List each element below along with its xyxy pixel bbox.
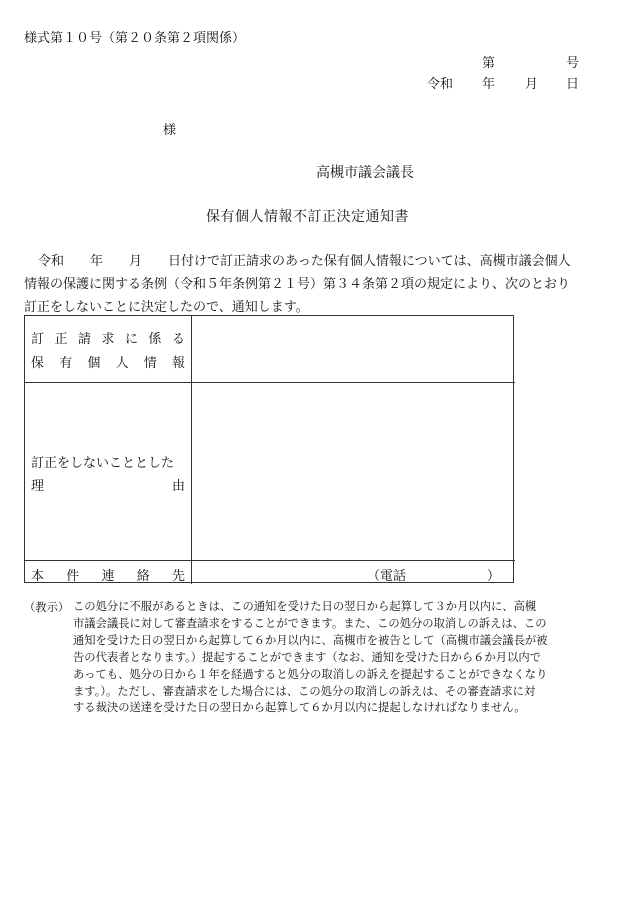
- row2-label-line1: 訂正をしないこととした: [31, 456, 175, 471]
- date-era: 令和: [427, 77, 454, 92]
- notes-line: 告の代表者となります。）提起することができます（なお、通知を受けた日から６か月以内で: [73, 650, 541, 664]
- label-char: 人: [115, 356, 129, 371]
- date-day: 日: [566, 77, 580, 92]
- label-char: 絡: [136, 569, 150, 584]
- label-char: 連: [101, 569, 115, 584]
- notes-body: [73, 599, 589, 717]
- row1-label-line1: [31, 328, 185, 347]
- notes-line: 通知を受けた日の翌日から起算して６か月以内に、高槻市を被告として（高槻市議会議長が被: [73, 633, 548, 647]
- label-char: に: [124, 332, 138, 347]
- label-char: 訂: [31, 332, 45, 347]
- form-number: 様式第１０号（第２０条第２項関係）: [24, 31, 246, 46]
- document-title: 保有個人情報不訂正決定通知書: [206, 209, 409, 225]
- notes-line: する裁決の送達を受けた日の翌日から起算して６か月以内に提起しなければなりません。: [73, 701, 526, 715]
- label-char: 保: [31, 356, 45, 371]
- sender-name: 高槻市議会議長: [316, 165, 414, 181]
- label-char: 情: [143, 356, 157, 371]
- label-char: 請: [77, 332, 91, 347]
- label-char: 本: [31, 569, 45, 584]
- notes-label: （教示）: [24, 601, 70, 614]
- body-line-3: 訂正をしないことに決定したので、通知します。: [24, 300, 309, 315]
- label-char: 件: [66, 569, 80, 584]
- phone-close-paren: ）: [487, 569, 501, 584]
- label-char: 先: [171, 569, 185, 584]
- row1-label-line2: [31, 352, 185, 371]
- notes-line: あっても、処分の日から１年を経過すると処分の取消しの訴えを提起することができなくなり: [73, 667, 548, 681]
- table-row-divider: [25, 560, 515, 561]
- row2-label-line2: [31, 475, 185, 494]
- info-table: [24, 315, 514, 583]
- body-line-1: 令和 年 月 日付けで訂正請求のあった保有個人情報については、高槻市議会個人: [38, 254, 571, 269]
- label-char: 個: [87, 356, 101, 371]
- date-month: 月: [525, 77, 539, 92]
- notes-line: ます。）。ただし、審査請求をした場合には、この処分の取消しの訴えは、その審査請求に対: [73, 684, 536, 698]
- body-line-2: 情報の保護に関する条例（令和５年条例第２１号）第３４条第２項の規定により、次のとおり: [24, 277, 571, 292]
- label-char: る: [171, 332, 185, 347]
- table-row-divider: [25, 382, 515, 383]
- label-char: 求: [101, 332, 115, 347]
- label-char: 係: [148, 332, 162, 347]
- notes-line: この処分に不服があるときは、この通知を受けた日の翌日から起算して３か月以内に、高槻: [73, 600, 537, 613]
- row3-label: [31, 565, 185, 584]
- label-char: 報: [171, 356, 185, 371]
- phone-label: （電話: [367, 569, 407, 584]
- date-year: 年: [482, 77, 496, 92]
- label-char: 理: [31, 479, 45, 494]
- table-column-divider: [191, 316, 192, 584]
- addressee-suffix: 様: [163, 123, 177, 138]
- label-char: 正: [54, 332, 68, 347]
- label-char: 有: [59, 356, 73, 371]
- doc-number-suffix: 号: [566, 56, 580, 71]
- notes-line: 市議会議長に対して審査請求をすることができます。また、この処分の取消しの訴えは、この: [73, 616, 547, 630]
- doc-number-prefix: 第: [482, 56, 496, 71]
- label-char: 由: [171, 479, 185, 494]
